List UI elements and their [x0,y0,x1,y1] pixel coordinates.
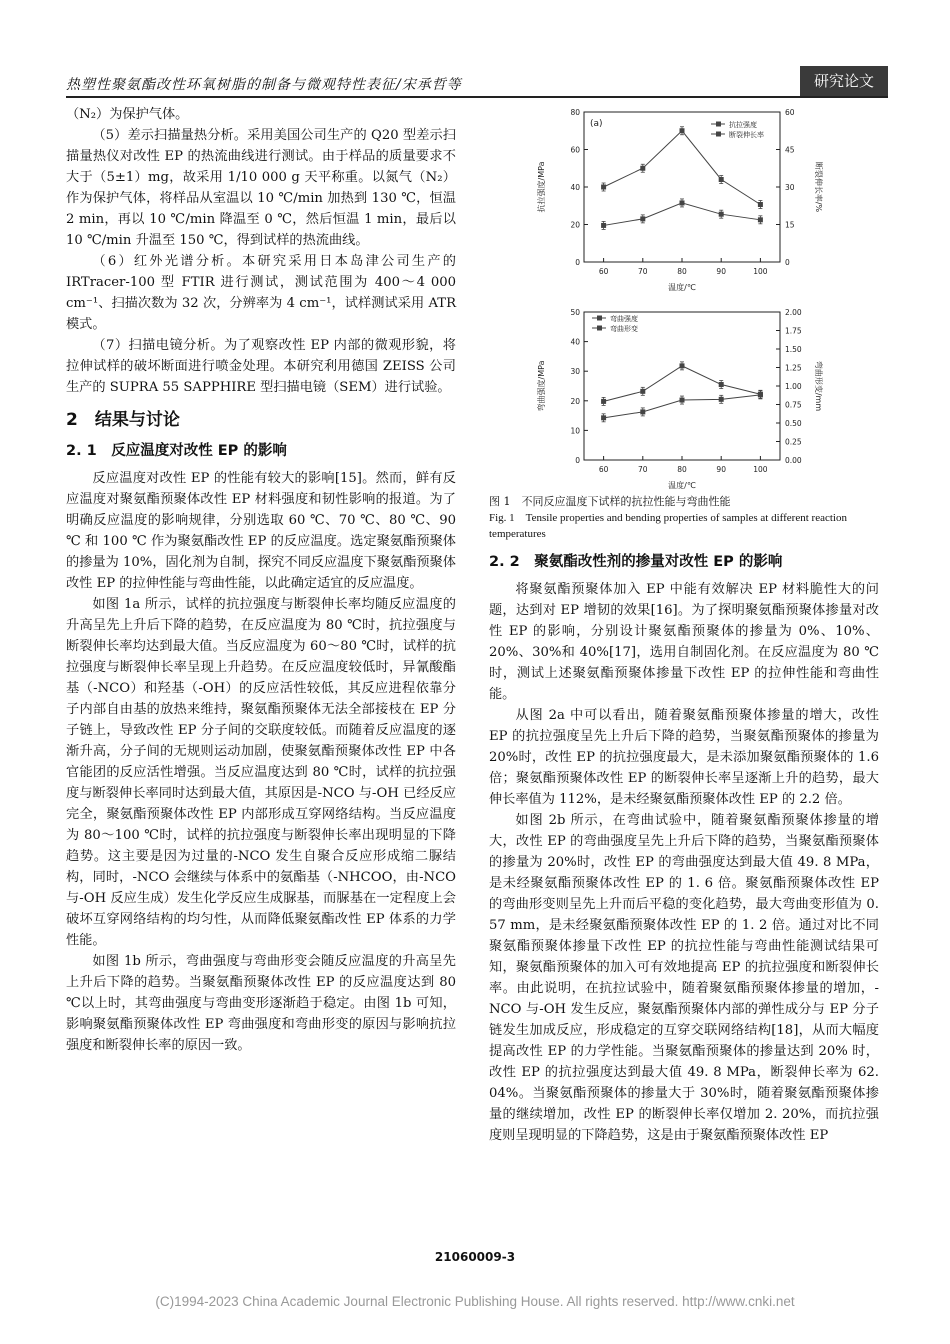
legend-label: 抗拉强度 [729,121,757,129]
x-tick-label: 100 [753,465,768,474]
paragraph: 反应温度对改性 EP 的性能有较大的影响[15]。然而，鲜有反应温度对聚氨酯预聚体改性 EP 材料强度和韧性影响的报道。为了明确反应温度的影响规律，分别选取 60 ℃、70 ℃、80 ℃、90 ℃ 和 100 ℃ 作为聚氨酯改性 EP 的反应温度。选定聚氨酯预聚体的掺量为 10%，固化剂为自制，探究不同反应温度下聚氨酯预聚体改性 EP 的拉伸性能与弯曲性能，以此确定适宜的反应温度。 [66,471,456,591]
x-tick-label: 80 [677,267,687,276]
x-tick-label: 100 [753,267,768,276]
paragraph: 如图 1b 所示，弯曲强度与弯曲形变会随反应温度的升高呈先上升后下降的趋势。当聚氨酯预聚体改性 EP 的反应温度达到 80 ℃以上时，其弯曲强度与弯曲变形逐渐趋于稳定。由图 1b 可知，影响聚氨酯预聚体改性 EP 弯曲强度和弯曲形变的原因与影响抗拉强度和断裂伸长率的原因一致。 [66,954,456,1053]
right-column [489,552,879,1146]
legend-marker [597,326,602,331]
y-tick-label: 20 [570,396,580,406]
y2-tick-label: 45 [785,145,795,155]
data-point [601,185,606,190]
data-point [719,177,724,182]
y-tick-label: 30 [570,367,580,377]
paragraph: 将聚氨酯预聚体加入 EP 中能有效解决 EP 材料脆性大的问题，达到对 EP 增韧的效果[16]。为了探明聚氨酯预聚体掺量对改性 EP 的影响，分别设计聚氨酯预聚体的掺量为 0%、10%、20%、30%和 40%[17]，选用自制固化剂。在反应温度为 80 ℃时，测试上述聚氨酯预聚体掺量下改性 EP 的拉伸性能和弯曲性能。 [489,582,879,702]
section-badge: 研究论文 [800,66,888,96]
y2-tick-label: 1.00 [785,382,802,391]
legend-marker [716,122,721,127]
subsection-heading: 2. 1 反应温度对改性 EP 的影响 [66,443,287,459]
running-header [66,66,888,98]
legend-marker [597,316,602,321]
subsection-heading: 2. 2 聚氨酯改性剂的掺量对改性 EP 的影响 [489,554,783,570]
x-tick-label: 90 [716,465,726,474]
x-axis-label: 温度/℃ [668,283,696,292]
data-point [719,212,724,217]
paragraph: （5）差示扫描量热分析。采用美国公司生产的 Q20 型差示扫描量热仪对改性 EP 的热流曲线进行测试。由于样品的质量要求不大于（5±1）mg，故采用 1/10 000 g 天平称重。以氮气（N₂）作为保护气体，将样品从室温以 10 ℃/min 加热到 130 ℃，恒温 2 min，再以 10 ℃/min 降温至 0 ℃，然后恒温 1 min，最后以 10 ℃/min 升温至 150 ℃，得到试样的热流曲线。 [66,128,456,248]
y2-tick-label: 1.50 [785,345,802,354]
x-axis-label: 温度/℃ [668,481,696,490]
y2-tick-label: 60 [785,108,795,117]
data-point [680,200,685,205]
paragraph: （7）扫描电镜分析。为了观察改性 EP 内部的微观形貌，将拉伸试样的破坏断面进行喷金处理。本研究利用德国 ZEISS 公司生产的 SUPRA 55 SAPPHIRE 型扫描电镜（SEM）进行试验。 [66,338,456,395]
data-point [719,397,724,402]
x-tick-label: 80 [677,465,687,474]
y2-tick-label: 2.00 [785,308,802,317]
paragraph: 如图 1a 所示，试样的抗拉强度与断裂伸长率均随反应温度的升高呈先上升后下降的趋势，在反应温度为 80 ℃时，抗拉强度与断裂伸长率均达到最大值。当反应温度为 60～80 ℃时，试样的抗拉强度与断裂伸长率呈现上升趋势。在反应温度较低时，异氰酸酯基（-NCO）和羟基（-OH）的反应活性较低，其反应进程依靠分子内部自由基的放热来维持，聚氨酯预聚体无法全部接枝在 EP 分子链上，导致改性 EP 分子间的交联度较低。而随着反应温度的逐渐升高，分子间的无规则运动加剧，使聚氨酯预聚体改性 EP 中各官能团的反应活性增强。当反应温度达到 80 ℃时，试样的抗拉强度与断裂伸长率同时达到最大值，其原因是-NCO 与-OH 已经反应完全，聚氨酯预聚体改性 EP 内部形成互穿网络结构。当反应温度为 80～100 ℃时，试样的抗拉强度与断裂伸长率出现明显的下降趋势。这主要是因为过量的-NCO 发生自聚合反应形成缩二脲结构，同时，-NCO 会继续与体系中的氨酯基（-NHCOO，由-NCO 与-OH 反应生成）发生化学反应生成脲基，而脲基在一定程度上会破坏互穿网络结构的均匀性，从而降低聚氨酯改性 EP 体系的力学性能。 [66,597,456,948]
header-rule [66,96,888,98]
y-tick-label: 40 [570,337,580,347]
running-title: 热塑性聚氨酯改性环氧树脂的制备与微观特性表征/宋承哲等 [66,77,462,93]
data-point [758,202,763,207]
y2-tick-label: 30 [785,183,795,192]
y-axis-label: 弯曲强度/MPa [537,360,546,412]
y2-tick-label: 0 [785,258,790,267]
y-tick-label: 0 [575,456,580,465]
y2-tick-label: 0.75 [785,400,802,410]
x-tick-label: 90 [716,267,726,276]
series-line [604,131,761,205]
y-tick-label: 80 [570,108,580,117]
page-number: 21060009-3 [434,1250,516,1264]
paragraph: （6）红外光谱分析。本研究采用日本岛津公司生产的 IRTracer-100 型 FTIR 进行测试，测试范围为 400～4 000 cm⁻¹、扫描次数为 32 次，分辨率为 4 cm⁻¹，试样测试采用 ATR 模式。 [66,254,456,332]
y2-tick-label: 0.00 [785,456,802,465]
data-point [640,166,645,171]
y-tick-label: 60 [570,145,580,155]
figure-caption [489,494,879,542]
data-point [640,216,645,221]
data-point [601,223,606,228]
y2-tick-label: 0.50 [785,419,802,428]
left-column [66,104,456,1056]
y2-tick-label: 1.75 [785,326,802,336]
legend-marker [716,132,721,137]
figure-1-charts [489,104,879,494]
paragraph: （N₂）为保护气体。 [66,107,189,122]
x-tick-label: 60 [598,465,609,474]
y-tick-label: 10 [570,426,580,436]
x-tick-label: 70 [638,465,648,474]
figure-caption-en: Fig. 1 Tensile properties and bending properties of samples at different reaction temperatures [489,512,847,540]
legend-label: 弯曲强度 [610,315,638,323]
legend-label: 弯曲形变 [610,325,638,333]
y-tick-label: 50 [570,308,580,317]
y-tick-label: 40 [570,183,580,192]
y2-tick-label: 1.25 [785,363,802,373]
y2-axis-label: 弯曲形变/mm [814,360,823,412]
legend-label: 断裂伸长率 [729,131,764,139]
paragraph: 从图 2a 中可以看出，随着聚氨酯预聚体掺量的增大，改性 EP 的抗拉强度呈先上升后下降的趋势，当聚氨酯预聚体的掺量为 20%时，改性 EP 的抗拉强度最大，是未添加聚氨酯预聚体的 1.6 倍；聚氨酯预聚体改性 EP 的断裂伸长率呈逐渐上升的趋势，最大伸长率值为 112%，是未经聚氨酯预聚体改性 EP 的 2.2 倍。 [489,708,879,807]
data-point [758,392,763,397]
data-point [640,389,645,394]
x-tick-label: 70 [638,267,648,276]
figure-1 [489,104,879,494]
y2-tick-label: 0.25 [785,437,802,447]
data-point [601,415,606,420]
plot-frame [584,312,780,460]
y-tick-label: 20 [570,220,580,230]
y2-axis-label: 断裂伸长率/% [814,161,823,213]
data-point [719,382,724,387]
data-point [680,398,685,403]
x-tick-label: 60 [598,267,609,276]
data-point [680,363,685,368]
y2-tick-label: 15 [785,220,795,230]
data-point [640,409,645,414]
panel-label: (a) [590,119,603,129]
y-tick-label: 0 [575,258,580,267]
data-point [758,217,763,222]
section-heading: 2 结果与讨论 [66,410,180,430]
paragraph: 如图 2b 所示，在弯曲试验中，随着聚氨酯预聚体掺量的增大，改性 EP 的弯曲强度呈先上升后下降的趋势，当聚氨酯预聚体的掺量为 20%时，改性 EP 的弯曲强度达到最大值 49. 8 MPa，是未经聚氨酯预聚体改性 EP 的 1. 6 倍。聚氨酯预聚体改性 EP 的弯曲形变则呈先上升而后平稳的变化趋势，最大弯曲变形值为 0. 57 mm，是未经聚氨酯预聚体改性 EP 的 1. 2 倍。通过对比不同聚氨酯预聚体掺量下改性 EP 的抗拉性能与弯曲性能测试结果可知，聚氨酯预聚体的加入可有效地提高 EP 的抗拉强度和断裂伸长率。由此说明，在抗拉试验中，随着聚氨酯预聚体掺量的增加，-NCO 与-OH 发生反应，聚氨酯预聚体内部的弹性成分与 EP 分子链发生加成反应，形成稳定的互穿交联网络结构[18]，从而大幅度提高改性 EP 的力学性能。当聚氨酯预聚体的掺量达到 20% 时，改性 EP 的抗拉强度达到最大值 49. 8 MPa，断裂伸长率为 62. 04%。当聚氨酯预聚体的掺量大于 30%时，随着聚氨酯预聚体掺量的继续增加，改性 EP 的断裂伸长率仅增加 2. 20%，而抗拉强度则呈现明显的下降趋势，这是由于聚氨酯预聚体改性 EP [489,813,879,1143]
copyright-footer: (C)1994-2023 China Academic Journal Electronic Publishing House. All rights reserved. http://www.cnki.net [155,1294,795,1309]
figure-caption-cn: 图 1 不同反应温度下试样的抗拉性能与弯曲性能 [489,495,731,508]
y-axis-label: 抗拉强度/MPa [537,161,546,213]
data-point [680,128,685,133]
data-point [601,399,606,404]
